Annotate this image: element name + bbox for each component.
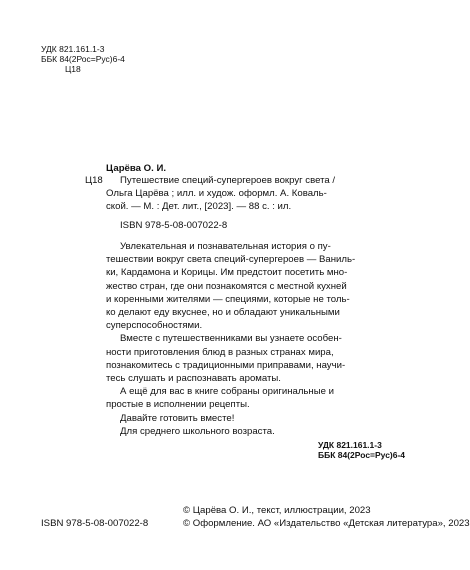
- annotation-line: Увлекательная и познавательная история о пу-: [120, 241, 331, 252]
- copyright-line: © Царёва О. И., текст, иллюстрации, 2023: [183, 505, 371, 516]
- card-isbn: ISBN 978-5-08-007022-8: [120, 220, 228, 231]
- annotation-line: ко делают еду вкуснее, но и обладают уникальными: [106, 307, 340, 319]
- annotation-line: А ещё для вас в книге собраны оригинальные и: [120, 386, 334, 398]
- annotation-line: тесь слушать и распознавать ароматы.: [106, 373, 281, 385]
- description-line: ской. — М. : Дет. лит., [2023]. — 88 с. : ил.: [106, 201, 292, 213]
- bbk-code: ББК 84(2Рос=Рус)6-4: [41, 54, 125, 64]
- bibliographic-description: [106, 174, 336, 214]
- description-line: Ольга Царёва ; илл. и худож. оформл. А. Коваль-: [106, 188, 327, 200]
- annotation-line: суперспособностями.: [106, 320, 203, 332]
- udk-code: УДК 821.161.1-3: [318, 440, 382, 450]
- annotation-line: познакомитесь с традиционными приправами, научи-: [106, 359, 346, 371]
- annotation-line: Давайте готовить вместе!: [120, 412, 235, 424]
- footer-isbn: ISBN 978-5-08-007022-8: [41, 518, 149, 529]
- author-heading: Царёва О. И.: [106, 163, 167, 174]
- annotation-line: ки, Кардамона и Корицы. Им предстоит посетить мно-: [106, 267, 348, 279]
- annotation: [106, 240, 355, 438]
- udk-code: УДК 821.161.1-3: [41, 44, 105, 54]
- description-line: Путешествие специй-супергероев вокруг света /: [120, 175, 336, 186]
- annotation-line: ности приготовления блюд в разных странах мира,: [106, 346, 334, 358]
- top-classification: [41, 44, 125, 74]
- author-mark: Ц18: [65, 64, 81, 74]
- copyright-block: [183, 504, 470, 530]
- bottom-classification: [318, 440, 405, 460]
- copyright-line: © Оформление. АО «Издательство «Детская литература», 2023: [183, 518, 470, 530]
- annotation-line: Вместе с путешественниками вы узнаете особен-: [120, 333, 342, 345]
- annotation-line: и коренными жителями — специями, которые не толь-: [106, 293, 350, 305]
- annotation-line: тешествии вокруг света специй-супергероев — Ваниль-: [106, 254, 356, 266]
- annotation-line: простые в исполнении рецепты.: [106, 399, 250, 411]
- bbk-code: ББК 84(2Рос=Рус)6-4: [318, 450, 406, 460]
- catalog-mark: Ц18: [85, 175, 103, 186]
- annotation-line: жество стран, где они познакомятся с местной кухней: [106, 280, 347, 292]
- annotation-line: Для среднего школьного возраста.: [120, 425, 275, 437]
